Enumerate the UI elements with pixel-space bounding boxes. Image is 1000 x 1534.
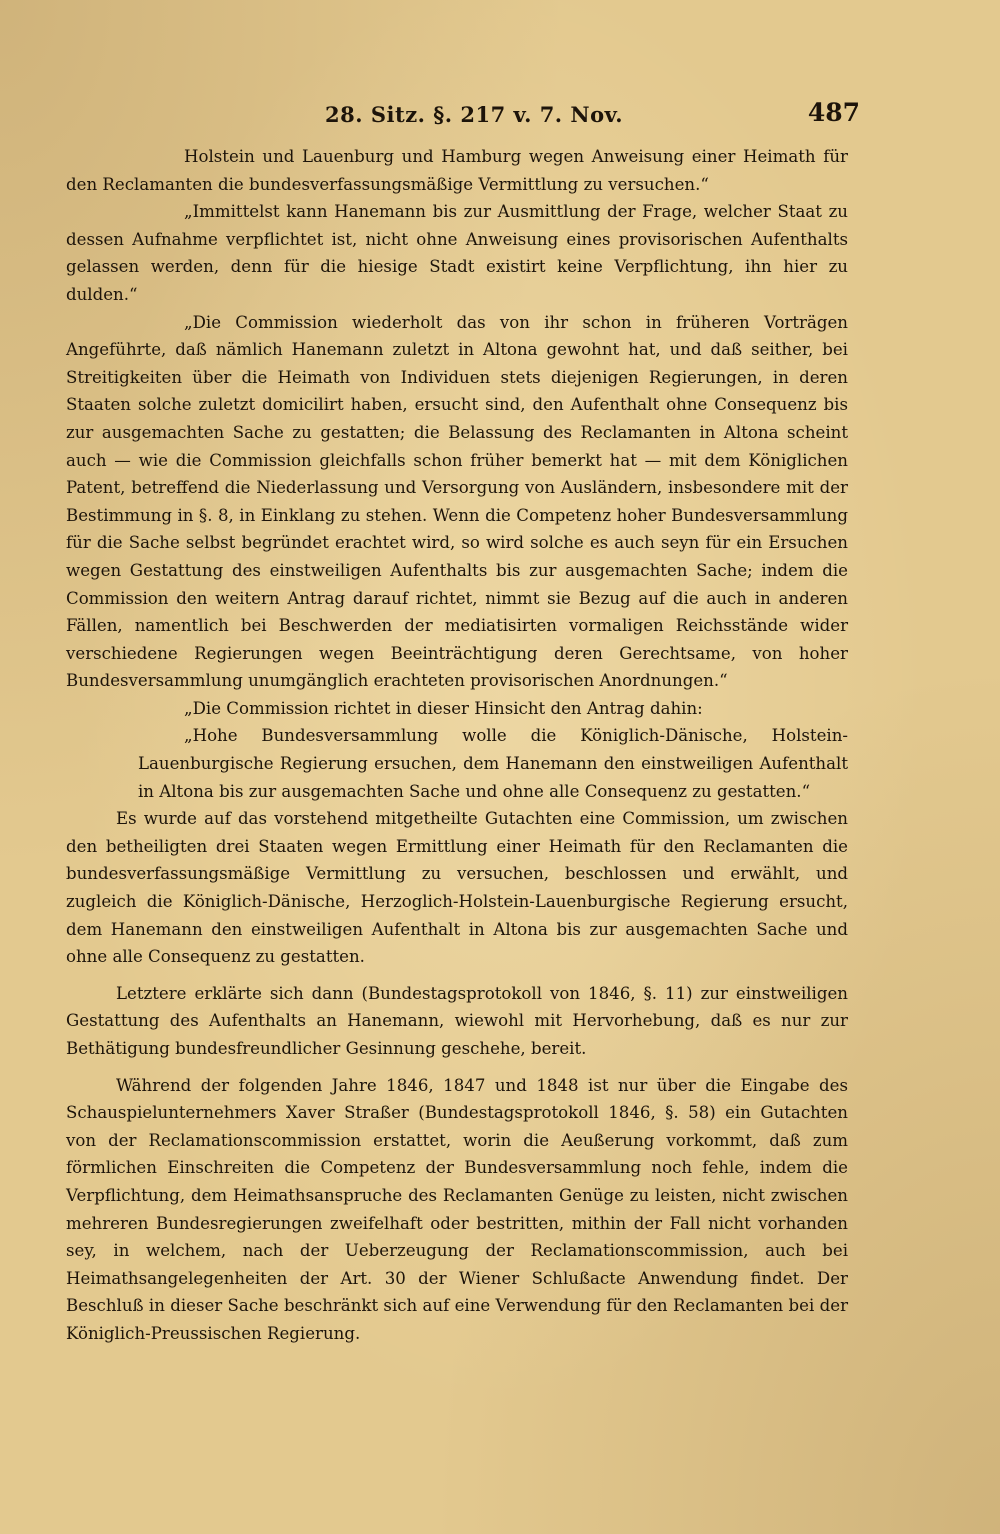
paragraph-7: Letztere erklärte sich dann (Bundestagsprotokoll von 1846, §. 11) zur einstweiligen Gestattung des Aufenthalts an Hanemann, wiewohl mit Hervorhebung, daß es nur zur Bethätigung bundesfreundlicher Gesinnung geschehe, bereit. xyxy=(66,983,848,1058)
paragraph-5: „Hohe Bundesversammlung wolle die Königlich-Dänische, Holstein-Lauenburgische Regierung ersuchen, dem Hanemann den einstweiligen Aufenthalt in Altona bis zur ausgemachten Sache und ohne alle Consequenz zu gestatten.“ xyxy=(138,726,848,801)
body-text xyxy=(66,143,848,1348)
page-header xyxy=(60,98,860,138)
paragraph-3: „Die Commission wiederholt das von ihr schon in früheren Vorträgen Angeführte, daß nämlich Hanemann zuletzt in Altona gewohnt hat, und daß seither, bei Streitigkeiten über die Heimath von Individuen stets diejenigen Regierungen, in deren Staaten solche zuletzt domicilirt haben, ersucht sind, den Aufenthalt ohne Consequenz bis zur ausgemachten Sache zu gestatten; die Belassung des Reclamanten in Altona scheint auch — wie die Commission gleichfalls schon früher bemerkt hat — mit dem Königlichen Patent, betreffend die Niederlassung und Versorgung von Ausländern, insbesondere mit der Bestimmung in §. 8, in Einklang zu stehen. Wenn die Competenz hoher Bundesversammlung für die Sache selbst begründet erachtet wird, so wird solche es auch seyn für ein Ersuchen wegen Gestattung des einstweiligen Aufenthalts bis zur ausgemachten Sache; indem die Commission den weitern Antrag darauf richtet, nimmt sie Bezug auf die auch in anderen Fällen, namentlich bei Beschwerden der mediatisirten vormaligen Reichsstände wider verschiedene Regierungen wegen Beeinträchtigung deren Gerechtsame, von hoher Bundesversammlung unumgänglich erachteten provisorischen Anordnungen.“ xyxy=(66,312,848,691)
paragraph-1: Holstein und Lauenburg und Hamburg wegen Anweisung einer Heimath für den Reclamanten die bundesverfassungsmäßige Vermittlung zu versuchen.“ xyxy=(66,147,848,194)
paragraph-2: „Immittelst kann Hanemann bis zur Ausmittlung der Frage, welcher Staat zu dessen Aufnahme verpflichtet ist, nicht ohne Anweisung eines provisorischen Aufenthalts gelassen werden, denn für die hiesige Stadt existirt keine Verpflichtung, ihn hier zu dulden.“ xyxy=(66,202,848,304)
paragraph-4: „Die Commission richtet in dieser Hinsicht den Antrag dahin: xyxy=(184,698,703,718)
paragraph-8: Während der folgenden Jahre 1846, 1847 und 1848 ist nur über die Eingabe des Schauspielunternehmers Xaver Straßer (Bundestagsprotokoll 1846, §. 58) ein Gutachten von der Reclamationscommission erstattet, worin die Aeußerung vorkommt, daß zum förmlichen Einschreiten die Competenz der Bundesversammlung noch fehle, indem die Verpflichtung, dem Heimathsanspruche des Reclamanten Genüge zu leisten, nicht zwischen mehreren Bundesregierungen zweifelhaft oder bestritten, mithin der Fall nicht vorhanden sey, in welchem, nach der Ueberzeugung der Reclamationscommission, auch bei Heimathsangelegenheiten der Art. 30 der Wiener Schlußacte Anwendung findet. Der Beschluß in dieser Sache beschränkt sich auf eine Verwendung für den Reclamanten bei der Königlich-Preussischen Regierung. xyxy=(66,1075,848,1343)
running-title: 28. Sitz. §. 217 v. 7. Nov. xyxy=(325,102,624,127)
page-number: 487 xyxy=(807,98,860,127)
paragraph-6: Es wurde auf das vorstehend mitgetheilte Gutachten eine Commission, um zwischen den betheiligten drei Staaten wegen Ermittlung einer Heimath für den Reclamanten die bundesverfassungsmäßige Vermittlung zu versuchen, beschlossen und erwählt, und zugleich die Königlich-Dänische, Herzoglich-Holstein-Lauenburgische Regierung ersucht, dem Hanemann den einstweiligen Aufenthalt in Altona bis zur ausgemachten Sache und ohne alle Consequenz zu gestatten. xyxy=(66,809,848,967)
